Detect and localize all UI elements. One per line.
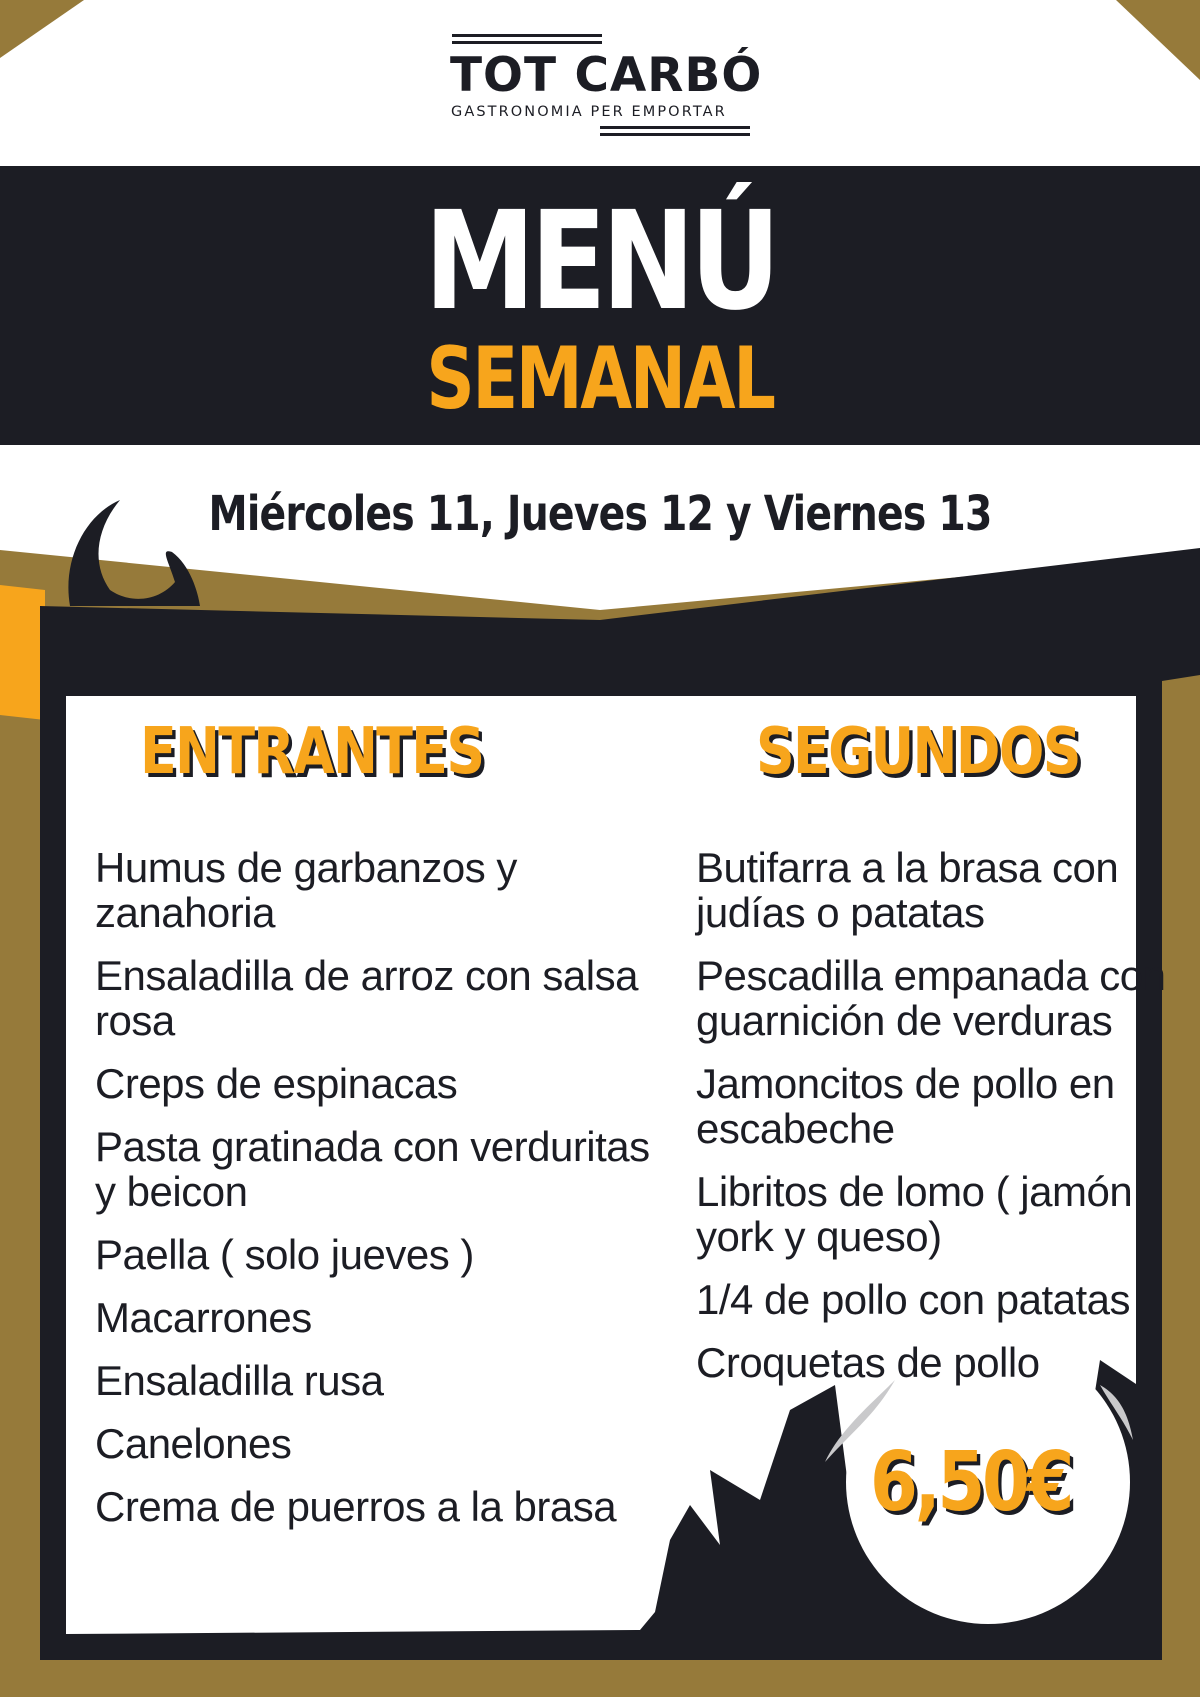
entrantes-heading: ENTRANTES [140, 715, 484, 789]
list-item: Ensaladilla rusa [95, 1357, 384, 1404]
list-item: Macarrones [95, 1294, 312, 1341]
list-item: Ensaladilla de arroz con salsa rosa [95, 952, 638, 1044]
logo-top-bar-1 [452, 34, 602, 37]
list-item: Butifarra a la brasa con judías o patatas [696, 844, 1119, 936]
list-item: Pescadilla empanada con guarnición de verduras [696, 952, 1166, 1044]
menu-subtitle: SEMANAL [426, 329, 774, 429]
brand-logo [450, 34, 763, 138]
entrantes-list [95, 845, 655, 1547]
logo-bottom-bar-1 [600, 126, 750, 129]
list-item: Crema de puerros a la brasa [95, 1483, 617, 1530]
list-item: Croquetas de pollo [696, 1339, 1040, 1386]
brand-name: TOT CARBÓ [450, 48, 763, 103]
list-item: 1/4 de pollo con patatas [696, 1276, 1131, 1323]
list-item: Humus de garbanzos y zanahoria [95, 844, 517, 936]
brand-tagline: GASTRONOMIA PER EMPORTAR [451, 104, 727, 120]
list-item: Paella ( solo jueves ) [95, 1231, 474, 1278]
logo-bottom-bar-2 [600, 133, 750, 136]
list-item: Canelones [95, 1420, 292, 1467]
list-item: Jamoncitos de pollo en escabeche [696, 1060, 1115, 1152]
menu-title: MENÚ [424, 183, 776, 341]
segundos-heading: SEGUNDOS [756, 715, 1080, 789]
menu-dates: Miércoles 11, Jueves 12 y Viernes 13 [208, 486, 992, 542]
list-item: Libritos de lomo ( jamón york y queso) [696, 1168, 1133, 1260]
list-item: Pasta gratinada con verduritas y beicon [95, 1123, 650, 1215]
menu-price: 6,50€ [870, 1435, 1072, 1530]
segundos-list [696, 845, 1176, 1403]
list-item: Creps de espinacas [95, 1060, 458, 1107]
logo-top-bar-2 [452, 41, 602, 44]
